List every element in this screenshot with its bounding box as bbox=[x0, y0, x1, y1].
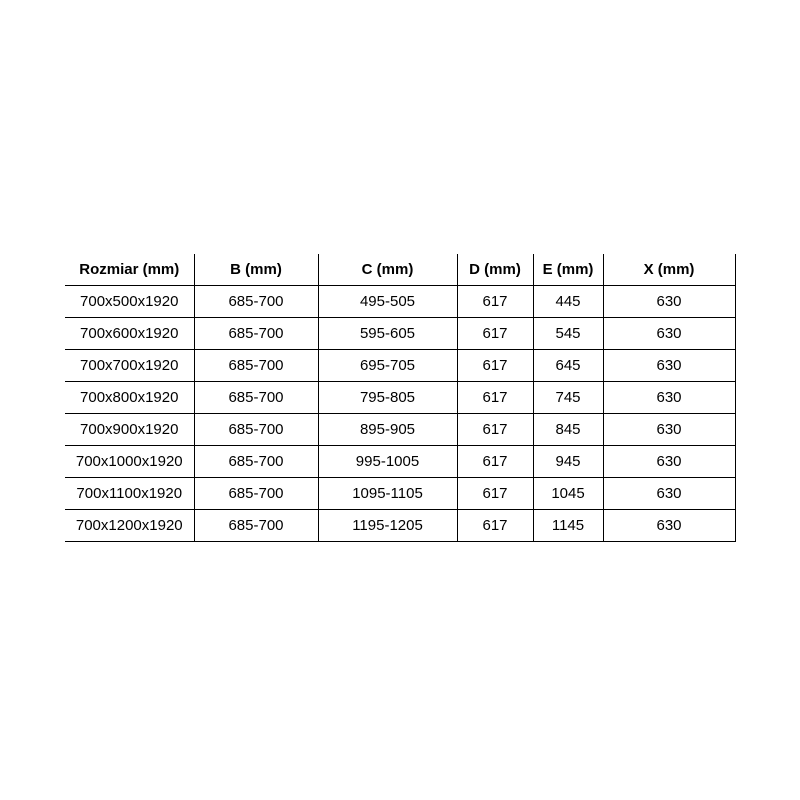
table-cell: 545 bbox=[533, 318, 603, 350]
table-cell: 795-805 bbox=[318, 382, 457, 414]
column-header-d: D (mm) bbox=[457, 254, 533, 286]
dimensions-spec-table bbox=[65, 254, 736, 542]
table-cell: 630 bbox=[603, 318, 735, 350]
table-cell: 630 bbox=[603, 382, 735, 414]
table-cell: 645 bbox=[533, 350, 603, 382]
table-cell: 617 bbox=[457, 510, 533, 542]
table-cell: 617 bbox=[457, 446, 533, 478]
table-cell: 700x1000x1920 bbox=[65, 446, 194, 478]
table-row bbox=[65, 350, 735, 382]
table-cell: 745 bbox=[533, 382, 603, 414]
table-cell: 700x700x1920 bbox=[65, 350, 194, 382]
table-cell: 617 bbox=[457, 414, 533, 446]
table-cell: 630 bbox=[603, 510, 735, 542]
column-header-b: B (mm) bbox=[194, 254, 318, 286]
table-cell: 617 bbox=[457, 478, 533, 510]
table-row bbox=[65, 414, 735, 446]
table-cell: 1045 bbox=[533, 478, 603, 510]
dimensions-table-container bbox=[65, 254, 735, 542]
table-cell: 700x800x1920 bbox=[65, 382, 194, 414]
table-cell: 617 bbox=[457, 318, 533, 350]
table-cell: 700x1200x1920 bbox=[65, 510, 194, 542]
table-cell: 630 bbox=[603, 414, 735, 446]
table-cell: 630 bbox=[603, 286, 735, 318]
table-cell: 685-700 bbox=[194, 286, 318, 318]
table-row bbox=[65, 318, 735, 350]
table-cell: 630 bbox=[603, 446, 735, 478]
table-cell: 700x900x1920 bbox=[65, 414, 194, 446]
table-cell: 695-705 bbox=[318, 350, 457, 382]
table-row bbox=[65, 286, 735, 318]
table-row bbox=[65, 382, 735, 414]
table-cell: 1145 bbox=[533, 510, 603, 542]
table-cell: 630 bbox=[603, 350, 735, 382]
table-cell: 995-1005 bbox=[318, 446, 457, 478]
table-cell: 700x1100x1920 bbox=[65, 478, 194, 510]
table-cell: 617 bbox=[457, 382, 533, 414]
table-cell: 895-905 bbox=[318, 414, 457, 446]
table-cell: 700x600x1920 bbox=[65, 318, 194, 350]
table-row bbox=[65, 478, 735, 510]
table-cell: 685-700 bbox=[194, 510, 318, 542]
table-cell: 617 bbox=[457, 286, 533, 318]
table-cell: 1195-1205 bbox=[318, 510, 457, 542]
table-cell: 630 bbox=[603, 478, 735, 510]
column-header-x: X (mm) bbox=[603, 254, 735, 286]
table-header-row bbox=[65, 254, 735, 286]
table-cell: 685-700 bbox=[194, 318, 318, 350]
table-cell: 945 bbox=[533, 446, 603, 478]
table-cell: 495-505 bbox=[318, 286, 457, 318]
table-cell: 685-700 bbox=[194, 446, 318, 478]
table-cell: 445 bbox=[533, 286, 603, 318]
table-row bbox=[65, 446, 735, 478]
table-cell: 595-605 bbox=[318, 318, 457, 350]
table-cell: 685-700 bbox=[194, 478, 318, 510]
table-cell: 700x500x1920 bbox=[65, 286, 194, 318]
column-header-c: C (mm) bbox=[318, 254, 457, 286]
column-header-rozmiar: Rozmiar (mm) bbox=[65, 254, 194, 286]
table-cell: 685-700 bbox=[194, 350, 318, 382]
table-cell: 617 bbox=[457, 350, 533, 382]
column-header-e: E (mm) bbox=[533, 254, 603, 286]
table-cell: 685-700 bbox=[194, 414, 318, 446]
table-cell: 685-700 bbox=[194, 382, 318, 414]
table-row bbox=[65, 510, 735, 542]
table-cell: 845 bbox=[533, 414, 603, 446]
table-cell: 1095-1105 bbox=[318, 478, 457, 510]
